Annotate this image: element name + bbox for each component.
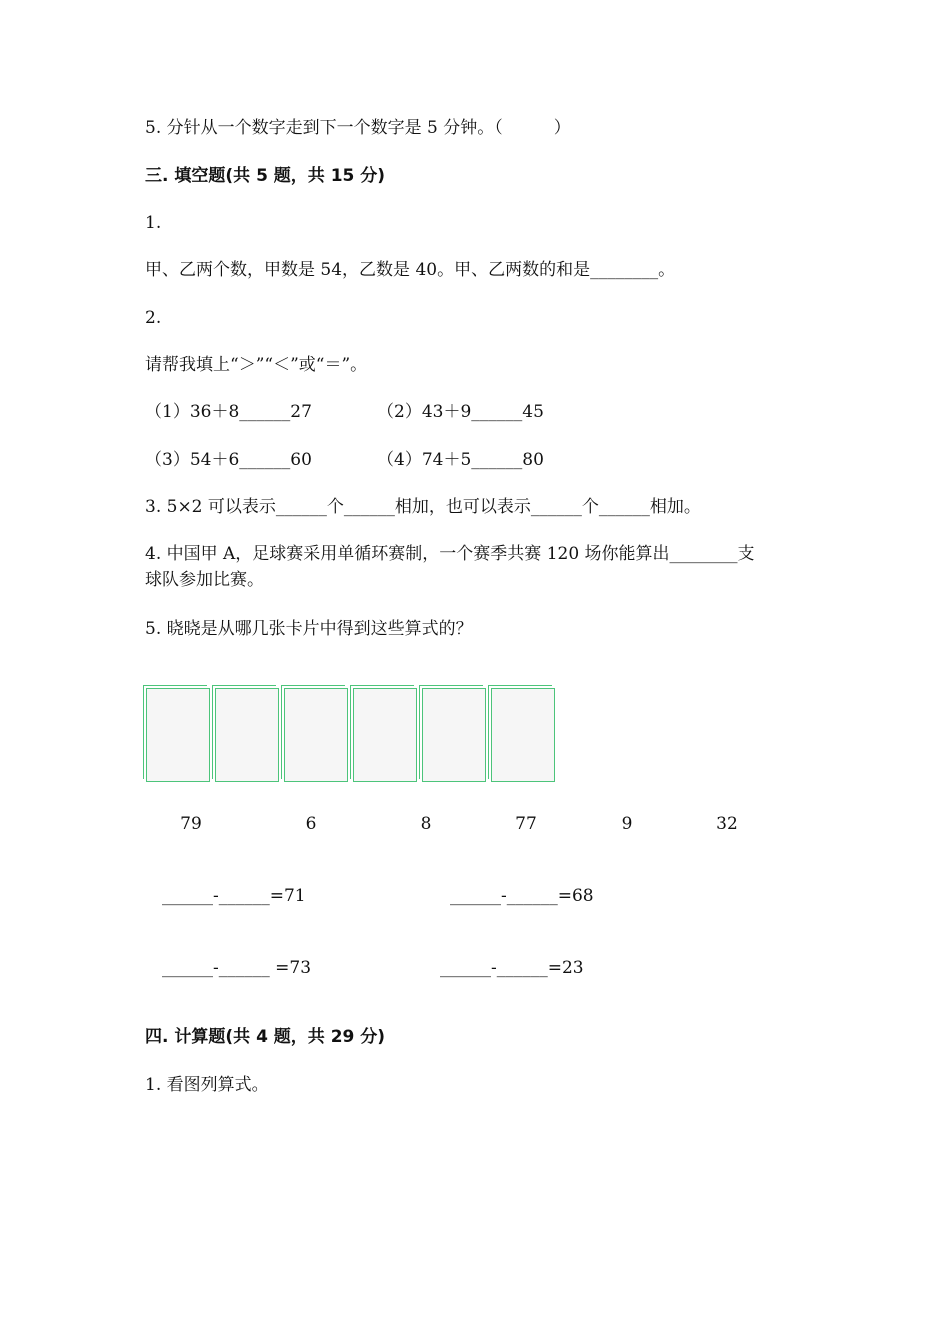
- q1-text: 甲、乙两个数，甲数是 54，乙数是 40。甲、乙两数的和是________。: [145, 260, 676, 280]
- section4-title: 四. 计算题(共 4 题，共 29 分): [145, 1027, 386, 1047]
- q2-item-4: （4）74＋5______80: [377, 450, 544, 470]
- q2-item-2: （2）43＋9______45: [377, 402, 544, 422]
- card-number: 9: [621, 814, 633, 834]
- q3-text: 3. 5×2 可以表示______个______相加，也可以表示______个______相加。: [145, 497, 701, 517]
- q4-text-line1: 4. 中国甲 A，足球赛采用单循环赛制，一个赛季共赛 120 场你能算出________支: [145, 544, 755, 564]
- blank-card: [353, 688, 417, 782]
- blank-card: [146, 688, 210, 782]
- card-number: 8: [420, 814, 432, 834]
- s4-q1-text: 1. 看图列算式。: [145, 1075, 269, 1095]
- q5-text: 5. 晓晓是从哪几张卡片中得到这些算式的？: [145, 619, 473, 639]
- card-number: 77: [515, 814, 537, 834]
- card-number: 6: [305, 814, 317, 834]
- blank-card: [215, 688, 279, 782]
- q1-number: 1.: [145, 213, 162, 233]
- blank-card: [491, 688, 555, 782]
- q5-true-false: 5. 分针从一个数字走到下一个数字是 5 分钟。（ ）: [145, 118, 571, 138]
- q2-item-3: （3）54＋6______60: [145, 450, 312, 470]
- blank-card: [284, 688, 348, 782]
- q4-text-line2: 球队参加比赛。: [145, 570, 264, 590]
- card-number: 79: [180, 814, 202, 834]
- blank-card: [422, 688, 486, 782]
- equation-blank: ______-______=23: [440, 958, 584, 978]
- q2-text: 请帮我填上“＞”“＜”或“＝”。: [145, 355, 368, 375]
- equation-blank: ______-______=68: [450, 886, 594, 906]
- equation-blank: ______-______ =73: [162, 958, 312, 978]
- equation-blank: ______-______=71: [162, 886, 306, 906]
- q2-item-1: （1）36＋8______27: [145, 402, 312, 422]
- section3-title: 三. 填空题(共 5 题，共 15 分): [145, 166, 386, 186]
- card-number: 32: [716, 814, 738, 834]
- q2-number: 2.: [145, 308, 162, 328]
